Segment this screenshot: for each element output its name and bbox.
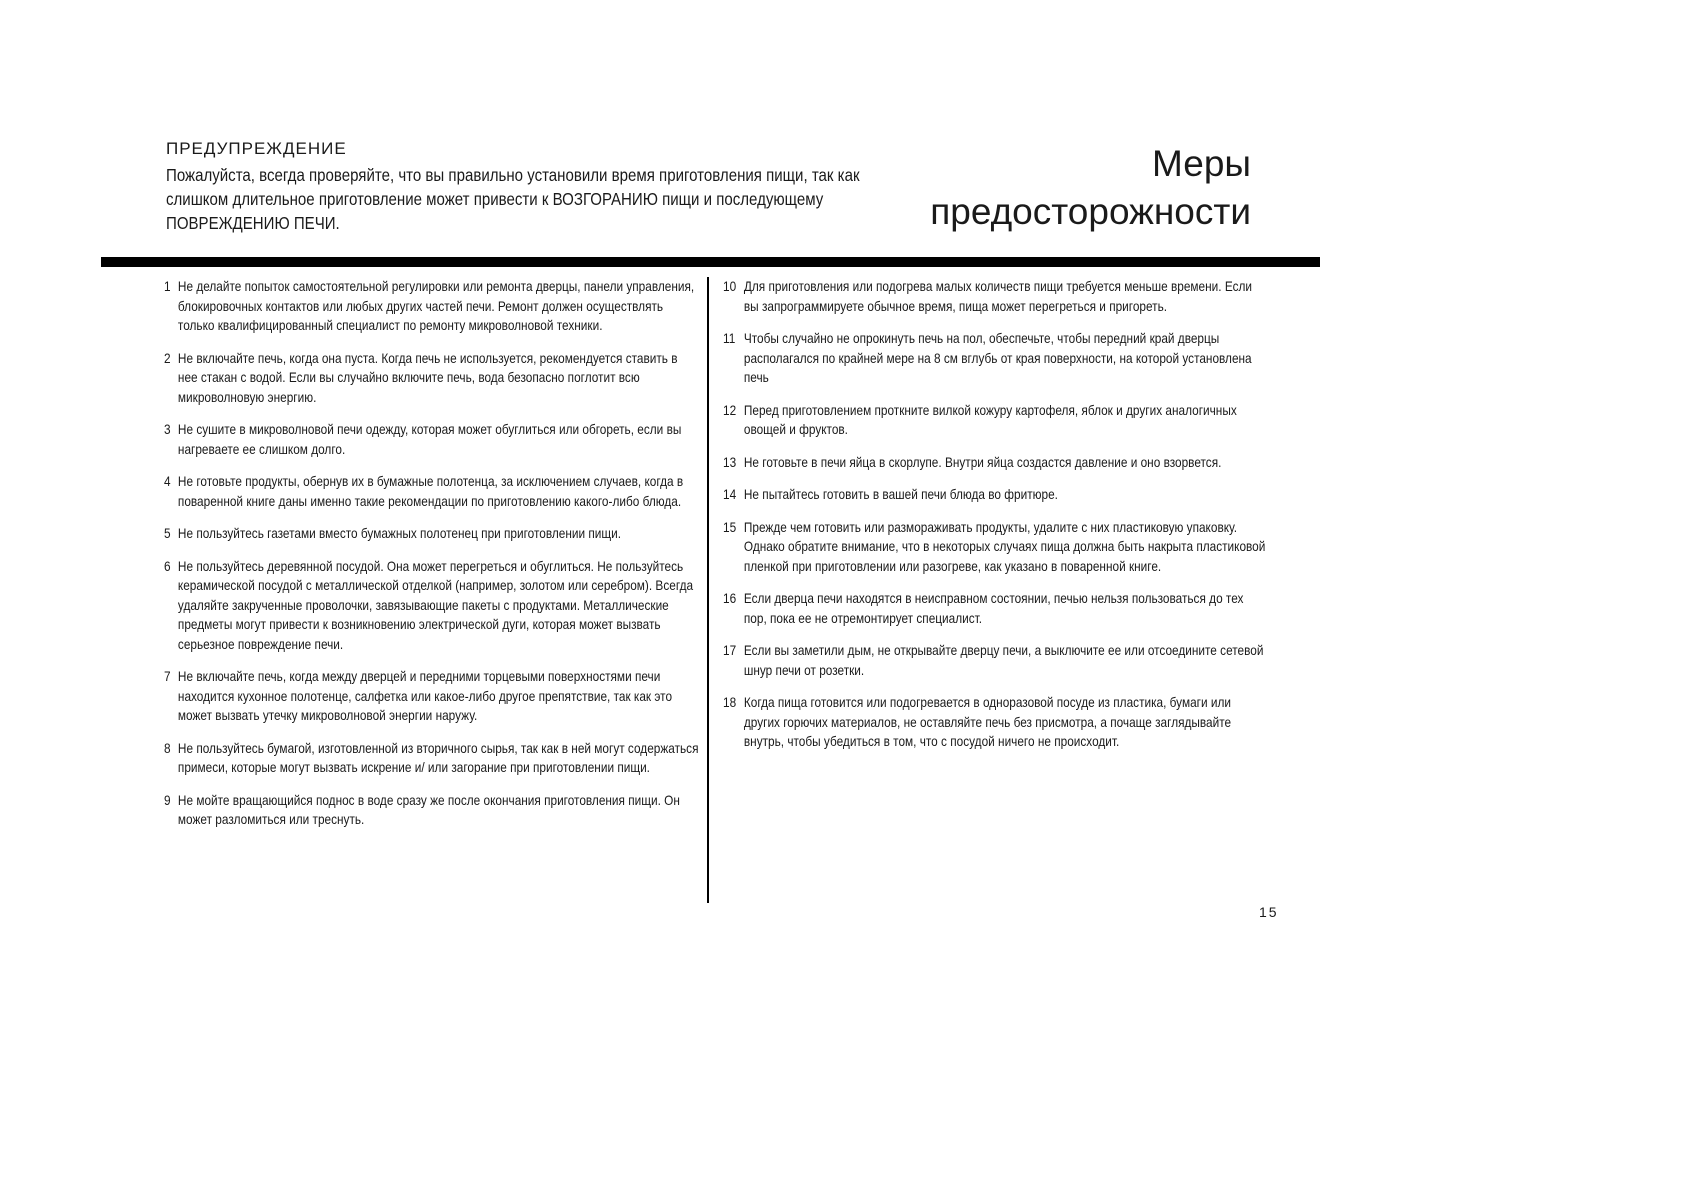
precaution-item [164,524,700,544]
precaution-item [164,472,700,511]
precaution-item [723,277,1266,316]
item-text: Перед приготовлением проткните вилкой кожуру картофеля, яблок и других аналогичных овощей и фруктов. [743,402,1237,437]
section-title-line-2: предосторожности [930,191,1251,232]
section-title [930,140,1251,236]
precaution-item [723,485,1266,505]
item-text: Не готовьте в печи яйца в скорлупе. Внутри яйца создастся давление и оно взорвется. [743,454,1222,470]
precaution-item [723,641,1266,680]
item-number: 18 [723,695,737,710]
item-text: Не включайте печь, когда между дверцей и передними торцевыми поверхностями печи находится кухонное полотенце, салфетка или какое-либо другое препятствие, так как это может вызвать утечку микроволновой энергии наружу. [177,669,673,723]
item-text: Для приготовления или подогрева малых количеств пищи требуется меньше времени. Если вы запрограммируете обычное время, пища может перегреться и пригореть. [743,279,1253,314]
precaution-item [723,518,1266,577]
header-divider-bar [101,257,1320,267]
item-number: 2 [164,350,171,366]
warning-text: Пожалуйста, всегда проверяйте, что вы правильно установили время приготовления пищи, так как слишком длительное приготовление может привести к ВОЗГОРАНИЮ пищи и последующему ПОВРЕЖДЕНИЮ ПЕЧИ. [166,165,860,233]
item-text: Не мойте вращающийся поднос в воде сразу же после окончания приготовления пищи. Он может разломиться или треснуть. [177,792,680,827]
item-number: 8 [164,740,171,756]
precaution-item [723,693,1266,752]
item-number: 3 [164,422,171,437]
item-number: 4 [164,474,171,489]
item-number: 12 [723,402,737,418]
precautions-list-left [164,277,724,843]
item-text: Не готовьте продукты, обернув их в бумажные полотенца, за исключением случаев, когда в поваренной книге даны именно такие рекомендации по приготовлению какого-либо блюда. [177,474,684,509]
item-number: 13 [723,454,737,470]
item-text: Прежде чем готовить или размораживать продукты, удалите с них пластиковую упаковку. Однако обратите внимание, что в некоторых случаях пища должна быть накрыта пластиковой пленкой при приготовлении или разогреве, как указано в поваренной книге. [743,519,1266,574]
item-text: Если вы заметили дым, не открывайте дверцу печи, а выключите ее или отсоедините сетевой шнур печи от розетки. [743,643,1264,678]
item-text: Не сушите в микроволновой печи одежду, которая может обуглиться или обгореть, если вы нагреваете ее слишком долго. [177,422,682,457]
item-number: 1 [164,279,171,294]
item-number: 17 [723,643,737,658]
precaution-item [164,420,700,459]
precaution-item [723,453,1266,473]
warning-title: ПРЕДУПРЕЖДЕНИЕ [166,139,347,158]
precaution-item [164,557,700,655]
item-text: Не пользуйтесь газетами вместо бумажных полотенец при приготовлении пищи. [177,526,622,541]
precaution-item [164,791,700,830]
item-number: 5 [164,526,171,541]
item-text: Не пользуйтесь деревянной посудой. Она может перегреться и обуглиться. Не пользуйтесь керамической посудой с металлической отделкой (например, золотом или серебром). Всегда удаляйте закрученные проволочки, завязывающие пакеты с продуктами. Металлические предметы могут привести к возникновению электрической дуги, которая может вызвать серьезное повреждение печи. [177,558,694,652]
item-number: 10 [723,279,737,294]
column-divider [707,277,709,903]
item-number: 11 [723,331,736,346]
item-number: 14 [723,487,737,502]
item-number: 7 [164,669,171,684]
page-number: 15 [1259,904,1279,920]
item-number: 15 [723,519,737,535]
item-text: Не включайте печь, когда она пуста. Когда печь не используется, рекомендуется ставить в нее стакан с водой. Если вы случайно включите печь, вода безопасно поглотит всю микроволновую энергию. [177,350,678,405]
item-number: 6 [164,558,171,574]
item-text: Чтобы случайно не опрокинуть печь на пол, обеспечьте, чтобы передний край дверцы располагался по крайней мере на 8 см вглубь от края поверхности, на которой установлена печь [743,331,1252,385]
precaution-item [723,401,1266,440]
item-number: 16 [723,591,737,606]
precaution-item [164,739,700,778]
item-number: 9 [164,792,171,808]
section-title-line-1: Меры [1152,143,1251,184]
item-text: Если дверца печи находятся в неисправном состоянии, печью нельзя пользоваться до тех пор, пока ее не отремонтирует специалист. [743,591,1244,626]
precaution-item [164,277,700,336]
precaution-item [164,349,700,408]
precaution-item [723,329,1266,388]
item-text: Не делайте попыток самостоятельной регулировки или ремонта дверцы, панели управления, блокировочных контактов или любых других частей печи. Ремонт должен осуществлять только квалифицированный специалист по ремонту микроволновой техники. [177,279,695,333]
item-text: Когда пища готовится или подогревается в одноразовой посуде из пластика, бумаги или других горючих материалов, не оставляйте печь без присмотра, а почаще заглядывайте внутрь, чтобы убедиться в том, что с посудой ничего не происходит. [743,695,1232,749]
precautions-list-right [723,277,1283,765]
precaution-item [723,589,1266,628]
item-text: Не пользуйтесь бумагой, изготовленной из вторичного сырья, так как в ней могут содержаться примеси, которые могут вызвать искрение и/ или загорание при приготовлении пищи. [177,740,699,775]
precaution-item [164,667,700,726]
item-text: Не пытайтесь готовить в вашей печи блюда во фритюре. [743,487,1058,502]
